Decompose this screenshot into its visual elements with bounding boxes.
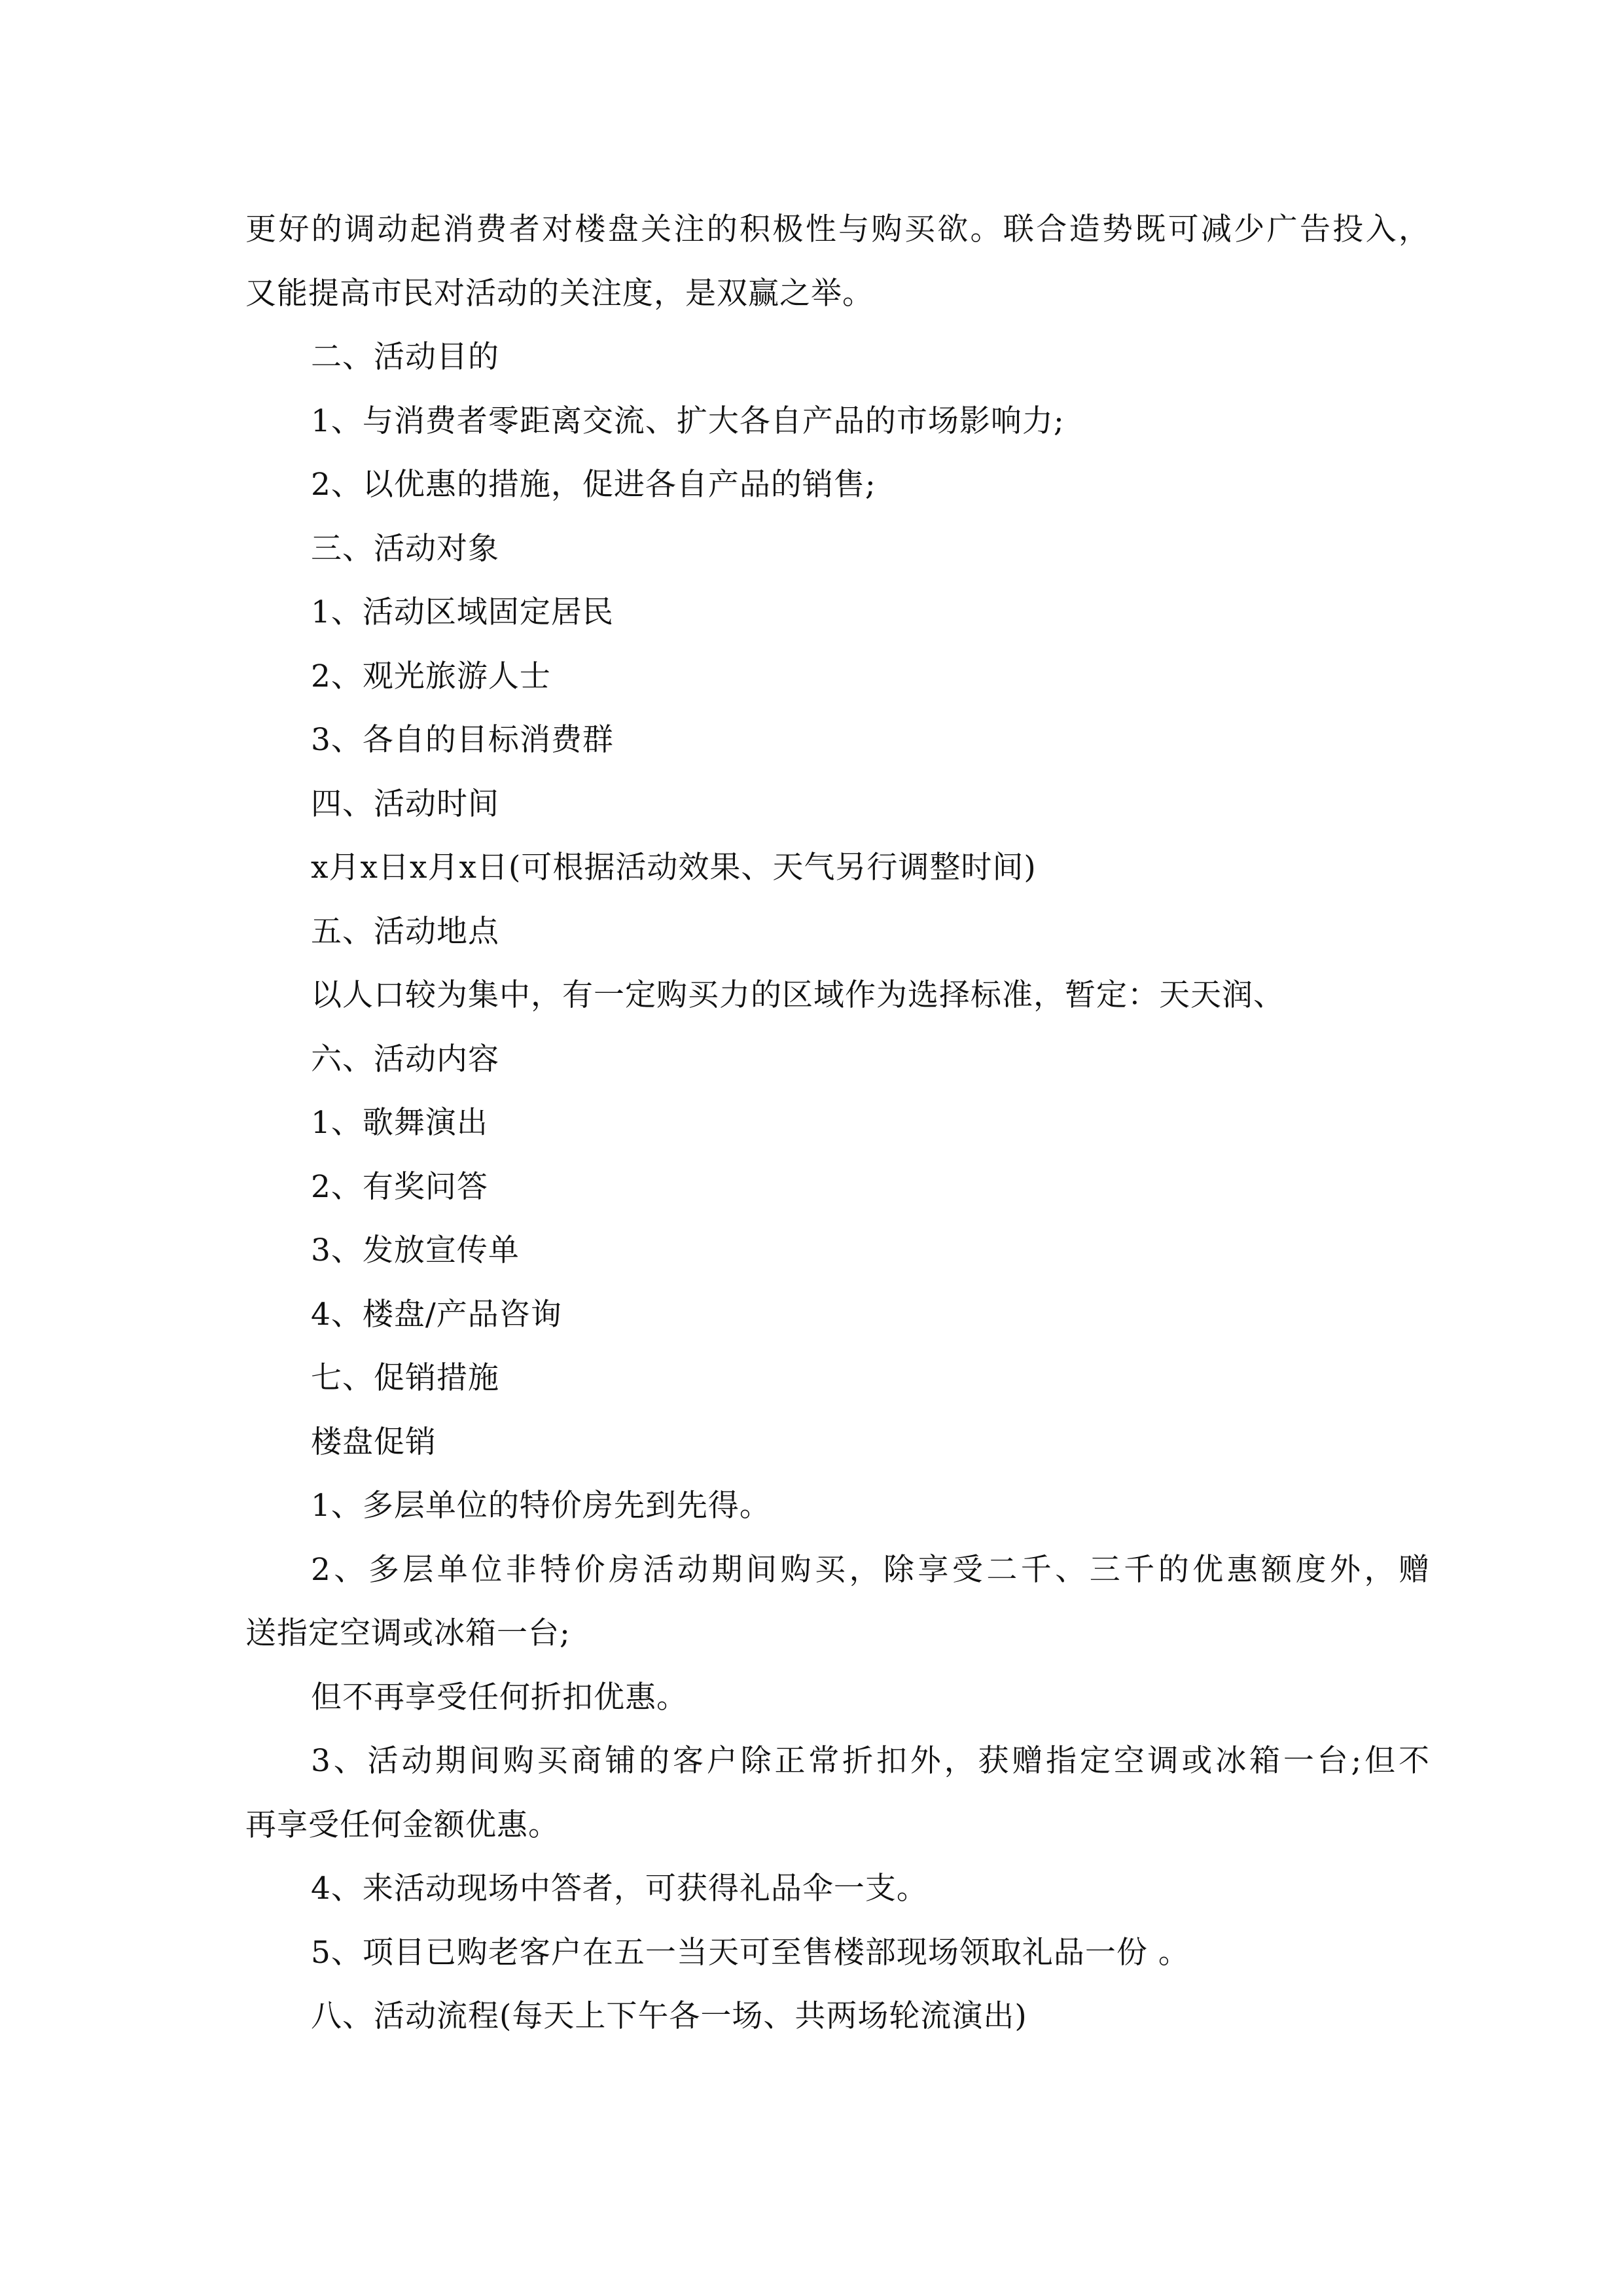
paragraph-line: 更好的调动起消费者对楼盘关注的积极性与购买欲。联合造势既可减少广告投入， [245,211,1430,247]
document-body [245,198,1430,2049]
list-item: 1、歌舞演出 [311,1105,488,1141]
section-heading-time: 四、活动时间 [311,785,499,822]
paragraph-line: x月x日x月x日(可根据活动效果、天气另行调整时间) [311,850,1037,886]
section-heading-location: 五、活动地点 [311,913,499,950]
list-item: 2、有奖问答 [311,1168,488,1205]
list-item: 3、发放宣传单 [311,1232,520,1268]
paragraph-line: 以人口较为集中，有一定购买力的区域作为选择标准，暂定：天天润、 [311,977,1285,1013]
list-item: 1、活动区域固定居民 [311,594,614,630]
paragraph-line: 送指定空调或冰箱一台; [245,1615,571,1651]
list-item: 4、来活动现场中答者，可获得礼品伞一支。 [311,1871,928,1907]
list-item: 4、楼盘/产品咨询 [311,1296,562,1333]
list-item: 1、与消费者零距离交流、扩大各自产品的市场影响力; [311,403,1065,439]
paragraph-line: 又能提高市民对活动的关注度，是双赢之举。 [245,275,874,312]
list-item: 2、观光旅游人士 [311,658,551,694]
list-item: 2、多层单位非特价房活动期间购买，除享受二千、三千的优惠额度外，赠 [311,1551,1430,1588]
section-heading-purpose: 二、活动目的 [311,339,499,375]
list-item: 3、活动期间购买商铺的客户除正常折扣外，获赠指定空调或冰箱一台;但不 [311,1743,1430,1779]
section-heading-audience: 三、活动对象 [311,530,499,567]
section-heading-promotion: 七、促销措施 [311,1360,499,1396]
list-item: 1、多层单位的特价房先到先得。 [311,1488,771,1524]
list-item: 3、各自的目标消费群 [311,722,614,758]
paragraph-line: 但不再享受任何折扣优惠。 [311,1679,688,1715]
list-item: 2、以优惠的措施，促进各自产品的销售; [311,467,876,503]
list-item: 5、项目已购老客户在五一当天可至售楼部现场领取礼品一份 。 [311,1934,1190,1971]
section-heading-process: 八、活动流程(每天上下午各一场、共两场轮流演出) [311,1998,1027,2034]
subheading: 楼盘促销 [311,1424,437,1460]
paragraph-line: 再享受任何金额优惠。 [245,1806,560,1843]
section-heading-content: 六、活动内容 [311,1041,499,1077]
